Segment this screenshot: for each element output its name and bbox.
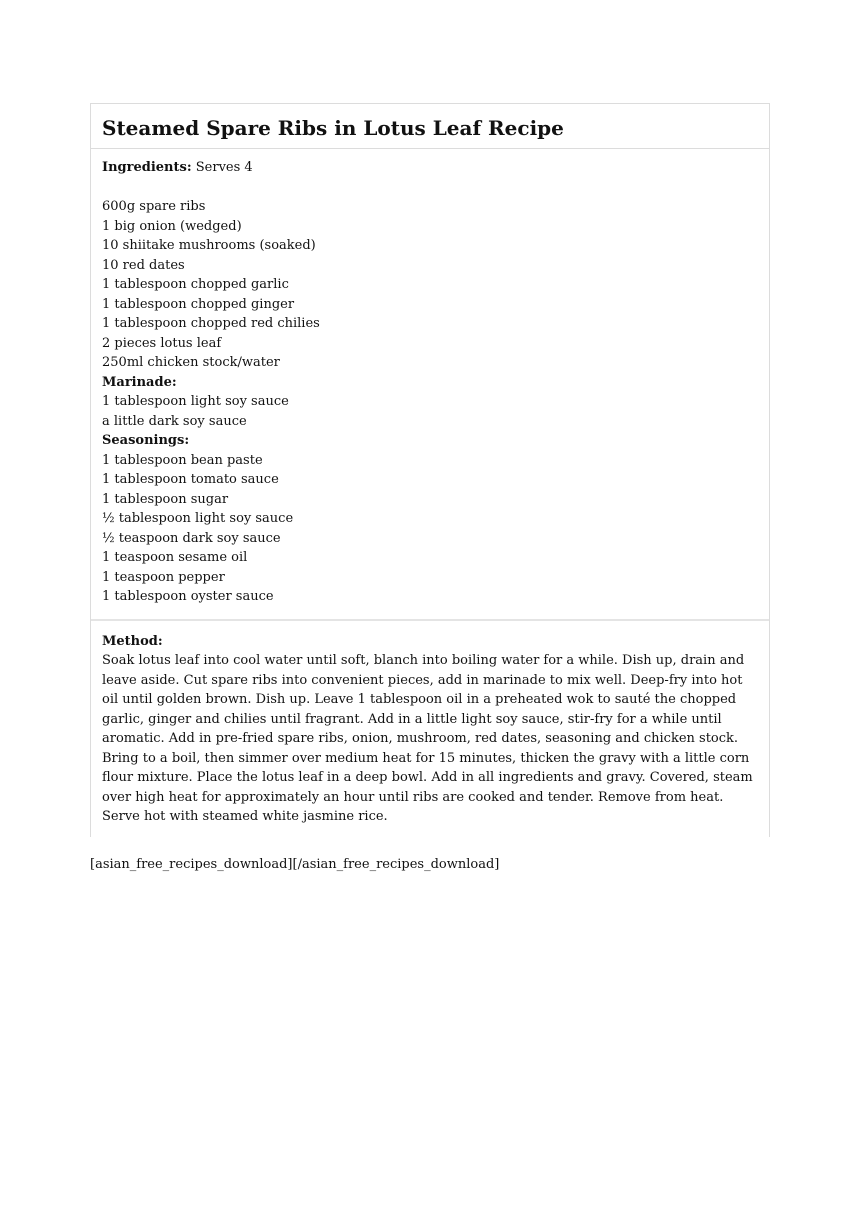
ingredient-item: 1 tablespoon chopped ginger xyxy=(102,296,295,312)
download-shortcode: [asian_free_recipes_download][/asian_free_recipes_download] xyxy=(90,857,500,872)
ingredient-item: 1 big onion (wedged) xyxy=(102,218,242,234)
ingredient-item: 10 shiitake mushrooms (soaked) xyxy=(102,238,316,253)
ingredients-heading xyxy=(102,158,758,178)
spacer xyxy=(102,178,758,198)
seasoning-item: 1 teaspoon sesame oil xyxy=(102,550,248,565)
marinade-item: 1 tablespoon light soy sauce xyxy=(102,394,289,409)
recipe-title-section xyxy=(91,104,769,149)
marinade-item: a little dark soy sauce xyxy=(102,413,247,429)
ingredients-label: Ingredients: xyxy=(102,160,192,175)
seasoning-item: 1 tablespoon oyster sauce xyxy=(102,589,274,604)
ingredient-item: 250ml chicken stock/water xyxy=(102,355,280,370)
seasoning-item: ½ teaspoon dark soy sauce xyxy=(102,530,281,546)
seasoning-item: ½ tablespoon light soy sauce xyxy=(102,511,294,526)
recipe-title: Steamed Spare Ribs in Lotus Leaf Recipe xyxy=(102,116,564,140)
recipe-card xyxy=(90,103,770,837)
serves-text: Serves 4 xyxy=(191,160,253,175)
ingredient-item: 1 tablespoon chopped red chilies xyxy=(102,316,320,331)
ingredient-item: 600g spare ribs xyxy=(102,199,206,214)
ingredient-item: 2 pieces lotus leaf xyxy=(102,335,222,351)
seasoning-item: 1 tablespoon sugar xyxy=(102,491,229,507)
seasoning-item: 1 tablespoon tomato sauce xyxy=(102,472,279,487)
seasoning-item: 1 teaspoon pepper xyxy=(102,569,225,585)
seasonings-label: Seasonings: xyxy=(102,433,190,448)
method-text: Soak lotus leaf into cool water until soft, blanch into boiling water for a while. Dish up, drain and leave aside. Cut spare ribs into convenient pieces, add in marinade to mix well. Deep-fry into hot oil until golden brown. Dish up. Leave 1 tablespoon oil in a preheated wok to sauté the chopped garlic, ginger and chilies until fragrant. Add in a little light soy sauce, stir-fry for a while until aromatic. Add in pre-fried spare ribs, onion, mushroom, red dates, seasoning and chicken stock. Bring to a boil, then simmer over medium heat for 15 minutes, thicken the gravy with a little corn flour mixture. Place the lotus leaf in a deep bowl. Add in all ingredients and gravy. Covered, steam over high heat for approximately an hour until ribs are cooked and tender. Remove from heat. Serve hot with steamed white jasmine rice. xyxy=(102,653,753,824)
ingredient-item: 10 red dates xyxy=(102,257,185,273)
seasoning-item: 1 tablespoon bean paste xyxy=(102,452,263,468)
ingredients-section xyxy=(91,149,769,621)
marinade-label: Marinade: xyxy=(102,374,177,390)
ingredient-item: 1 tablespoon chopped garlic xyxy=(102,277,289,292)
method-section xyxy=(91,621,769,837)
method-label: Method: xyxy=(102,633,163,649)
